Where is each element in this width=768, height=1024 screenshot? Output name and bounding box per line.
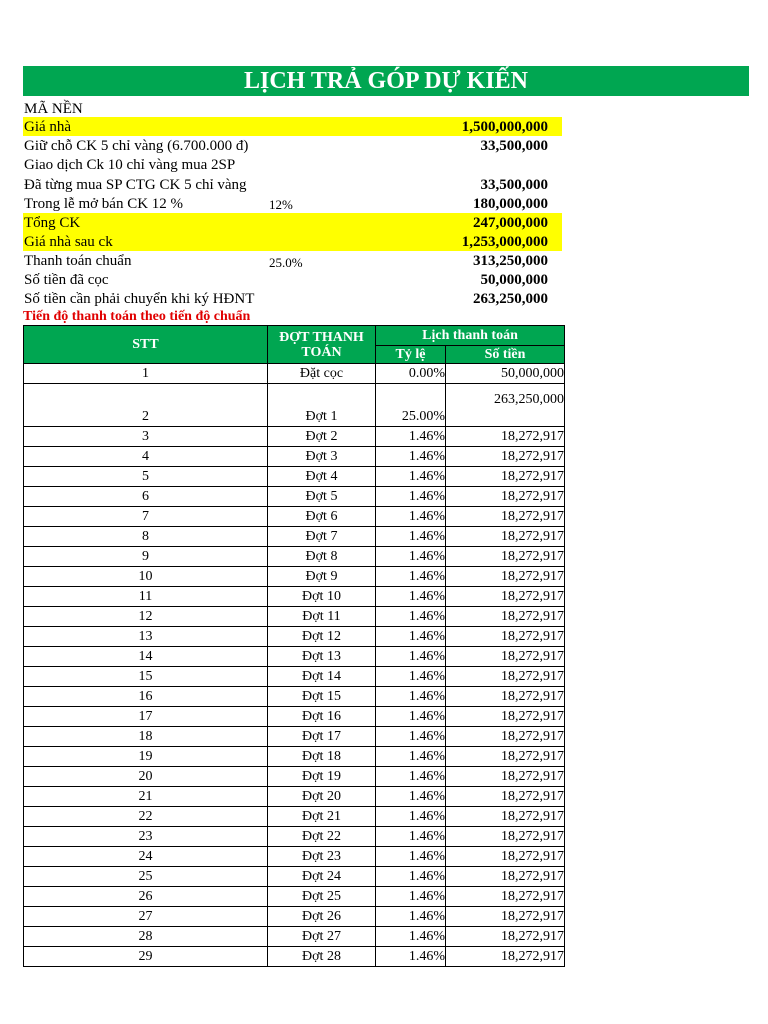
ty-le-cell: 0.00%: [376, 364, 446, 384]
dot-cell: Đợt 4: [268, 467, 376, 487]
table-row: [24, 887, 565, 907]
stt-cell: 15: [24, 667, 268, 687]
table-row: [24, 507, 565, 527]
stt-cell: 7: [24, 507, 268, 527]
summary-row-thanh-toan-chuan: [23, 251, 562, 270]
ty-le-cell: 1.46%: [376, 447, 446, 467]
table-row: [24, 647, 565, 667]
ma-nen-label: MÃ NỀN: [24, 101, 83, 117]
dot-cell: Đợt 22: [268, 827, 376, 847]
table-row: [24, 907, 565, 927]
summary-label: Giá nhà: [24, 119, 72, 135]
so-tien-header: Số tiền: [446, 346, 565, 364]
summary-value: 263,250,000: [473, 291, 548, 307]
ty-le-cell: 25.00%: [376, 384, 446, 427]
stt-cell: 16: [24, 687, 268, 707]
ty-le-cell: 1.46%: [376, 927, 446, 947]
table-row: [24, 567, 565, 587]
dot-cell: Đợt 10: [268, 587, 376, 607]
so-tien-cell: 18,272,917: [446, 747, 565, 767]
ty-le-cell: 1.46%: [376, 707, 446, 727]
stt-cell: 8: [24, 527, 268, 547]
table-row: [24, 527, 565, 547]
dot-cell: Đặt cọc: [268, 364, 376, 384]
stt-cell: 13: [24, 627, 268, 647]
summary-label: Số tiền cần phải chuyển khi ký HĐNT: [24, 291, 255, 307]
so-tien-cell: 18,272,917: [446, 587, 565, 607]
ty-le-cell: 1.46%: [376, 607, 446, 627]
so-tien-cell: 18,272,917: [446, 507, 565, 527]
so-tien-cell: 18,272,917: [446, 487, 565, 507]
summary-value: 313,250,000: [473, 253, 548, 269]
dot-cell: Đợt 21: [268, 807, 376, 827]
so-tien-cell: 18,272,917: [446, 947, 565, 967]
ty-le-cell: 1.46%: [376, 747, 446, 767]
ty-le-cell: 1.46%: [376, 567, 446, 587]
stt-header: STT: [24, 326, 268, 364]
table-row: [24, 847, 565, 867]
so-tien-cell: 18,272,917: [446, 647, 565, 667]
table-row: [24, 447, 565, 467]
table-row: [24, 687, 565, 707]
so-tien-cell: 50,000,000: [446, 364, 565, 384]
dot-cell: Đợt 3: [268, 447, 376, 467]
ty-le-cell: 1.46%: [376, 647, 446, 667]
ty-le-cell: 1.46%: [376, 667, 446, 687]
dot-cell: Đợt 13: [268, 647, 376, 667]
stt-cell: 20: [24, 767, 268, 787]
ty-le-header: Tỷ lệ: [376, 346, 446, 364]
table-row: [24, 727, 565, 747]
so-tien-cell: 18,272,917: [446, 427, 565, 447]
so-tien-cell: 18,272,917: [446, 907, 565, 927]
so-tien-cell: 18,272,917: [446, 727, 565, 747]
dot-cell: Đợt 20: [268, 787, 376, 807]
dot-cell: Đợt 9: [268, 567, 376, 587]
so-tien-cell: 18,272,917: [446, 807, 565, 827]
stt-cell: 21: [24, 787, 268, 807]
ty-le-cell: 1.46%: [376, 827, 446, 847]
stt-cell: 22: [24, 807, 268, 827]
stt-cell: 2: [24, 384, 268, 427]
summary-label: Số tiền đã cọc: [24, 272, 109, 288]
ty-le-cell: 1.46%: [376, 507, 446, 527]
dot-cell: Đợt 7: [268, 527, 376, 547]
dot-cell: Đợt 23: [268, 847, 376, 867]
dot-cell: Đợt 6: [268, 507, 376, 527]
stt-cell: 3: [24, 427, 268, 447]
stt-cell: 5: [24, 467, 268, 487]
summary-percent: 12%: [269, 197, 293, 212]
dot-cell: Đợt 11: [268, 607, 376, 627]
summary-row-gia-sau-ck: [23, 232, 562, 251]
so-tien-cell: 18,272,917: [446, 767, 565, 787]
summary-row-giao-dich: [23, 155, 562, 174]
ty-le-cell: 1.46%: [376, 807, 446, 827]
dot-cell: Đợt 28: [268, 947, 376, 967]
stt-cell: 23: [24, 827, 268, 847]
stt-cell: 4: [24, 447, 268, 467]
summary-row-can-chuyen: [23, 289, 562, 308]
summary-value: 1,253,000,000: [461, 234, 548, 250]
ty-le-cell: 1.46%: [376, 427, 446, 447]
table-row: [24, 807, 565, 827]
ty-le-cell: 1.46%: [376, 907, 446, 927]
table-row: [24, 487, 565, 507]
so-tien-cell: 18,272,917: [446, 447, 565, 467]
ty-le-cell: 1.46%: [376, 867, 446, 887]
so-tien-cell: 18,272,917: [446, 887, 565, 907]
dot-cell: Đợt 24: [268, 867, 376, 887]
stt-cell: 25: [24, 867, 268, 887]
table-row: [24, 607, 565, 627]
so-tien-cell: 18,272,917: [446, 607, 565, 627]
stt-cell: 28: [24, 927, 268, 947]
table-row: [24, 364, 565, 384]
summary-percent: 25.0%: [269, 255, 303, 270]
so-tien-cell: 18,272,917: [446, 527, 565, 547]
summary-value: 1,500,000,000: [461, 119, 548, 135]
ty-le-cell: 1.46%: [376, 587, 446, 607]
so-tien-cell: 18,272,917: [446, 627, 565, 647]
so-tien-cell: 18,272,917: [446, 787, 565, 807]
so-tien-cell: 18,272,917: [446, 467, 565, 487]
table-row: [24, 767, 565, 787]
ty-le-cell: 1.46%: [376, 687, 446, 707]
ty-le-cell: 1.46%: [376, 727, 446, 747]
summary-label: Đã từng mua SP CTG CK 5 chỉ vàng: [24, 177, 247, 193]
page-title: LỊCH TRẢ GÓP DỰ KIẾN: [23, 66, 749, 96]
ty-le-cell: 1.46%: [376, 547, 446, 567]
summary-value: 50,000,000: [480, 272, 548, 288]
stt-cell: 12: [24, 607, 268, 627]
so-tien-cell: 18,272,917: [446, 667, 565, 687]
summary-label: Tổng CK: [24, 215, 81, 231]
ty-le-cell: 1.46%: [376, 487, 446, 507]
summary-row-giu-cho: [23, 136, 562, 155]
ty-le-cell: 1.46%: [376, 627, 446, 647]
dot-cell: Đợt 2: [268, 427, 376, 447]
dot-cell: Đợt 1: [268, 384, 376, 427]
table-row: [24, 547, 565, 567]
summary-value: 247,000,000: [473, 215, 548, 231]
ty-le-cell: 1.46%: [376, 527, 446, 547]
table-row: [24, 667, 565, 687]
summary-label: Giá nhà sau ck: [24, 234, 113, 250]
dot-cell: Đợt 15: [268, 687, 376, 707]
stt-cell: 9: [24, 547, 268, 567]
summary-value: 180,000,000: [473, 196, 548, 212]
so-tien-cell: 18,272,917: [446, 567, 565, 587]
dot-cell: Đợt 17: [268, 727, 376, 747]
so-tien-cell: 263,250,000: [446, 384, 565, 427]
summary-row-le-mo-ban: [23, 194, 562, 213]
summary-row-da-tung-mua: [23, 175, 562, 194]
table-row: [24, 467, 565, 487]
so-tien-cell: 18,272,917: [446, 927, 565, 947]
stt-cell: 10: [24, 567, 268, 587]
dot-cell: Đợt 27: [268, 927, 376, 947]
dot-cell: Đợt 18: [268, 747, 376, 767]
summary-row-tong-ck: [23, 213, 562, 232]
stt-cell: 11: [24, 587, 268, 607]
stt-cell: 6: [24, 487, 268, 507]
summary-label: Giữ chỗ CK 5 chỉ vàng (6.700.000 đ): [24, 138, 249, 154]
ty-le-cell: 1.46%: [376, 787, 446, 807]
ty-le-cell: 1.46%: [376, 887, 446, 907]
ty-le-cell: 1.46%: [376, 947, 446, 967]
so-tien-cell: 18,272,917: [446, 707, 565, 727]
table-row: [24, 787, 565, 807]
stt-cell: 14: [24, 647, 268, 667]
stt-cell: 18: [24, 727, 268, 747]
stt-cell: 19: [24, 747, 268, 767]
summary-row-gia-nha: [23, 117, 562, 136]
table-row: [24, 427, 565, 447]
summary-row-da-coc: [23, 270, 562, 289]
dot-thanh-toan-header: ĐỢT THANH TOÁN: [268, 326, 376, 364]
stt-cell: 17: [24, 707, 268, 727]
stt-cell: 29: [24, 947, 268, 967]
dot-cell: Đợt 14: [268, 667, 376, 687]
so-tien-cell: 18,272,917: [446, 687, 565, 707]
so-tien-cell: 18,272,917: [446, 827, 565, 847]
stt-cell: 26: [24, 887, 268, 907]
table-row: [24, 927, 565, 947]
so-tien-cell: 18,272,917: [446, 867, 565, 887]
ty-le-cell: 1.46%: [376, 467, 446, 487]
so-tien-cell: 18,272,917: [446, 547, 565, 567]
summary-value: 33,500,000: [480, 138, 548, 154]
dot-cell: Đợt 19: [268, 767, 376, 787]
table-row: [24, 627, 565, 647]
dot-cell: Đợt 8: [268, 547, 376, 567]
table-row: [24, 947, 565, 967]
stt-cell: 1: [24, 364, 268, 384]
ma-nen-row: [23, 99, 562, 118]
dot-cell: Đợt 5: [268, 487, 376, 507]
table-row: [24, 867, 565, 887]
table-row: [24, 384, 565, 427]
lich-thanh-toan-header: Lịch thanh toán: [376, 326, 565, 346]
summary-value: 33,500,000: [480, 177, 548, 193]
ty-le-cell: 1.46%: [376, 767, 446, 787]
table-row: [24, 707, 565, 727]
ty-le-cell: 1.46%: [376, 847, 446, 867]
dot-cell: Đợt 25: [268, 887, 376, 907]
summary-label: Thanh toán chuẩn: [24, 253, 132, 269]
summary-label: Trong lễ mở bán CK 12 %: [24, 196, 184, 212]
table-row: [24, 747, 565, 767]
dot-cell: Đợt 12: [268, 627, 376, 647]
summary-label: Giao dịch Ck 10 chỉ vàng mua 2SP: [24, 157, 236, 173]
table-row: [24, 827, 565, 847]
dot-cell: Đợt 26: [268, 907, 376, 927]
stt-cell: 27: [24, 907, 268, 927]
so-tien-cell: 18,272,917: [446, 847, 565, 867]
stt-cell: 24: [24, 847, 268, 867]
table-row: [24, 587, 565, 607]
schedule-heading: Tiến độ thanh toán theo tiến độ chuẩn: [23, 309, 251, 324]
schedule-body: [24, 364, 565, 967]
dot-cell: Đợt 16: [268, 707, 376, 727]
payment-schedule-table: [23, 325, 565, 967]
